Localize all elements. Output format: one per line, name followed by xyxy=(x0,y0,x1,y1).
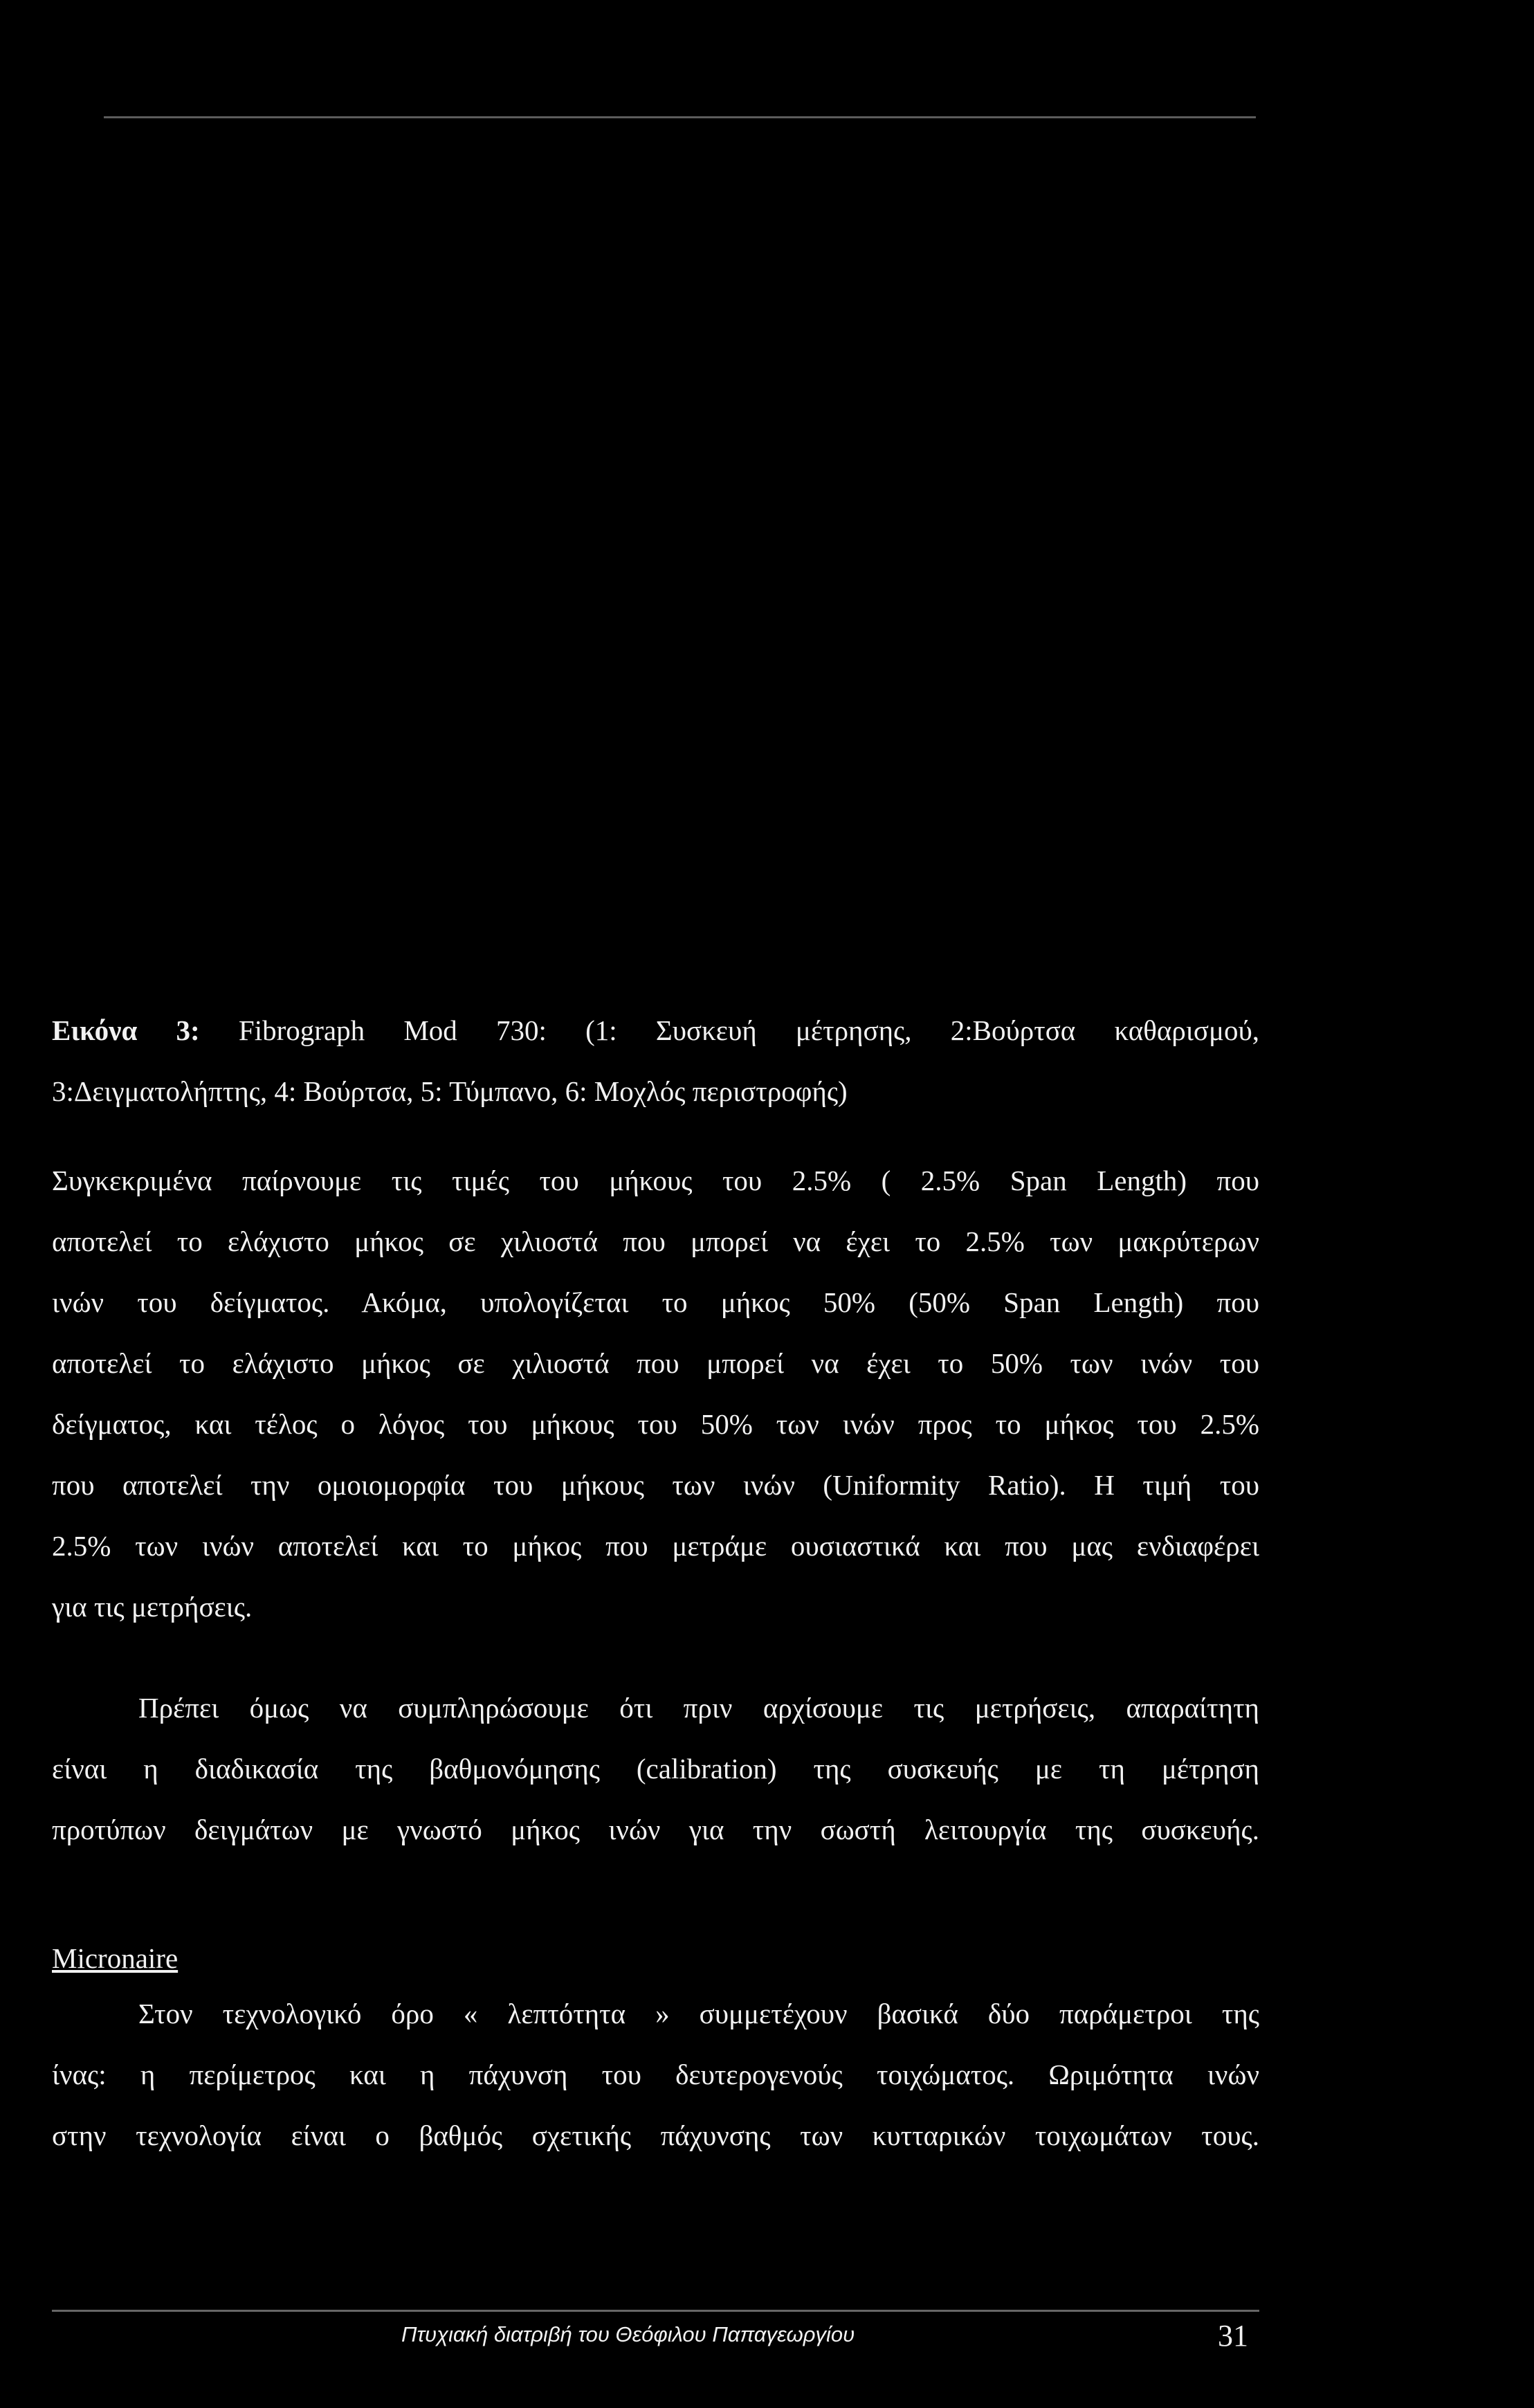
footer-rule xyxy=(52,2310,1259,2312)
header-rule xyxy=(104,116,1256,118)
paragraph-line: αποτελεί το ελάχιστο μήκος σε χιλιοστά που μπορεί να έχει το 2.5% των μακρύτερων xyxy=(52,1225,1259,1257)
paragraph-line: Στον τεχνολογικό όρο « λεπτότητα » συμμετέχουν βασικά δύο παράμετροι της xyxy=(138,1998,1259,2030)
page-number: 31 xyxy=(1218,2319,1248,2353)
section-heading-micronaire: Micronaire xyxy=(52,1942,179,1974)
paragraph-line: προτύπων δειγμάτων με γνωστό μήκος ινών για την σωστή λειτουργία της συσκευής. xyxy=(52,1814,1259,1845)
caption-line-2: 3:Δειγματολήπτης, 4: Βούρτσα, 5: Τύμπανο, 6: Μοχλός περιστροφής) xyxy=(52,1075,848,1107)
figure-image xyxy=(0,121,1534,948)
paragraph-line: είναι η διαδικασία της βαθμονόμησης (calibration) της συσκευής με τη μέτρηση xyxy=(52,1753,1259,1785)
caption-text-1: Fibrograph Mod 730: (1: Συσκευή μέτρησης, 2:Βούρτσα καθαρισμού, xyxy=(238,1014,1260,1046)
footer-author: Πτυχιακή διατριβή του Θεόφιλου Παπαγεωργίου xyxy=(401,2322,855,2346)
paragraph-line: αποτελεί το ελάχιστο μήκος σε χιλιοστά που μπορεί να έχει το 50% των ινών του xyxy=(52,1347,1259,1379)
paragraph-line: Συγκεκριμένα παίρνουμε τις τιμές του μήκους του 2.5% ( 2.5% Span Length) που xyxy=(52,1165,1259,1196)
paragraph-line: Πρέπει όμως να συμπληρώσουμε ότι πριν αρχίσουμε τις μετρήσεις, απαραίτητη xyxy=(138,1692,1259,1724)
paragraph-line: για τις μετρήσεις. xyxy=(52,1591,253,1623)
caption-label: Εικόνα 3: xyxy=(52,1014,200,1046)
paragraph-line: ινών του δείγματος. Ακόμα, υπολογίζεται το μήκος 50% (50% Span Length) που xyxy=(52,1286,1259,1318)
caption-line-1 xyxy=(52,1014,1259,1047)
paragraph-line: δείγματος, και τέλος ο λόγος του μήκους του 50% των ινών προς το μήκος του 2.5% xyxy=(52,1408,1259,1440)
paragraph-line: 2.5% των ινών αποτελεί και το μήκος που μετράμε ουσιαστικά και που μας ενδιαφέρει xyxy=(52,1530,1259,1562)
paragraph-line: στην τεχνολογία είναι ο βαθμός σχετικής πάχυνσης των κυτταρικών τοιχωμάτων τους. xyxy=(52,2119,1259,2151)
paragraph-line: που αποτελεί την ομοιομορφία του μήκους των ινών (Uniformity Ratio). Η τιμή του xyxy=(52,1469,1259,1501)
paragraph-line: ίνας: η περίμετρος και η πάχυνση του δευτερογενούς τοιχώματος. Ωριμότητα ινών xyxy=(52,2059,1259,2090)
